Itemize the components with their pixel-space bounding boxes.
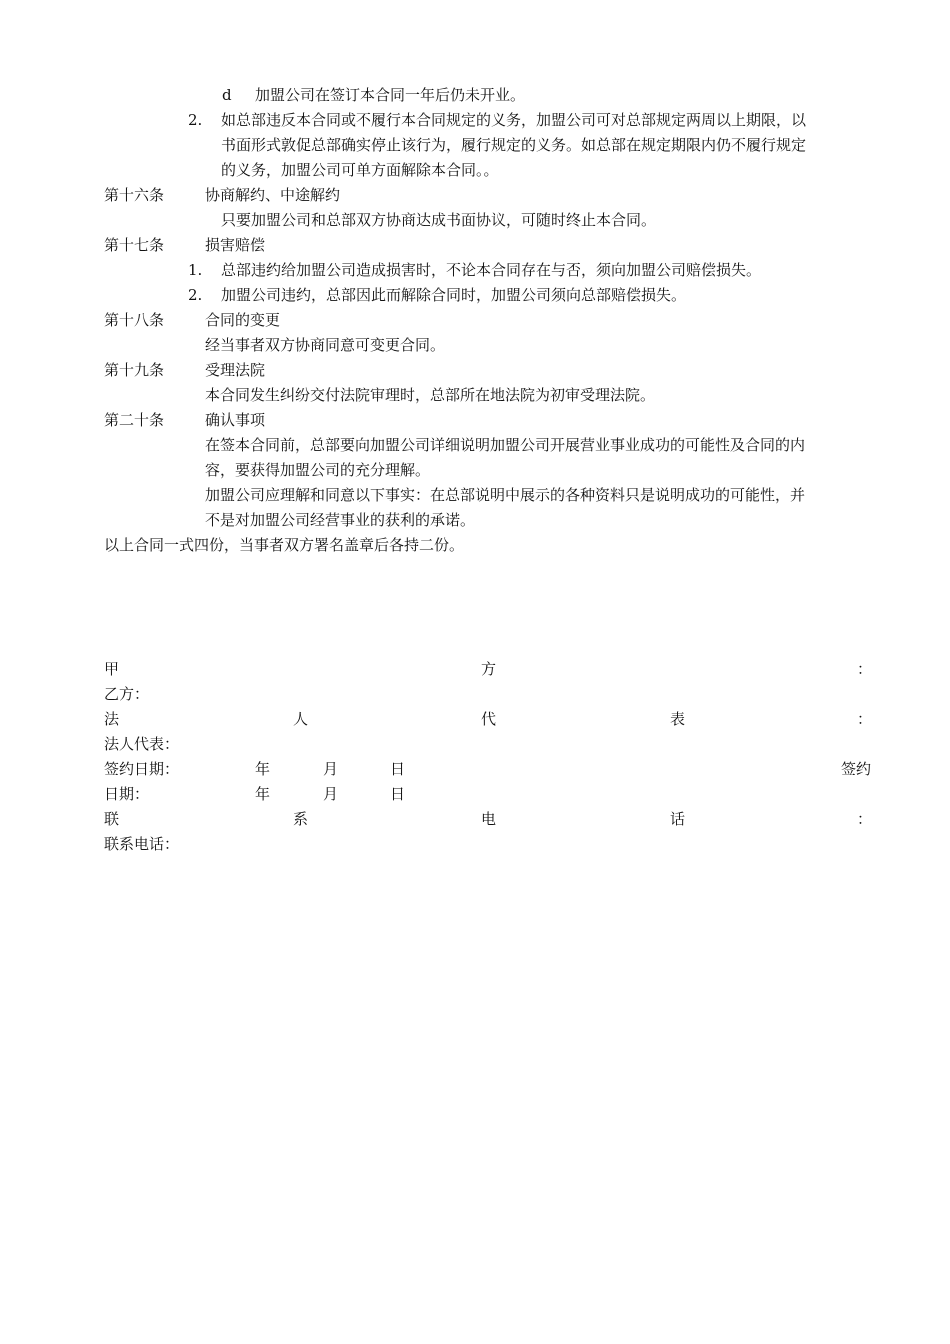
sign-date-a-year: 年	[255, 760, 271, 778]
article-20-para2-line2: 不是对加盟公司经营事业的获利的承诺。	[205, 511, 476, 529]
party-b-label: 乙方：	[104, 685, 150, 703]
signature-phone-a-row	[104, 807, 874, 832]
article-17-item1-text: 总部违约给加盟公司造成损害时，不论本合同存在与否，须向加盟公司赔偿损失。	[221, 261, 762, 279]
sign-date-a-month: 月	[323, 760, 339, 778]
article-18-body: 经当事者双方协商同意可变更合同。	[205, 336, 446, 354]
signature-phone-b-row	[104, 832, 874, 857]
phone-a-char-3: 电	[481, 810, 497, 828]
article-17-item2-text: 加盟公司违约，总部因此而解除合同时，加盟公司须向总部赔偿损失。	[221, 286, 687, 304]
article-19-body: 本合同发生纠纷交付法院审理时，总部所在地法院为初审受理法院。	[205, 386, 656, 404]
sign-date-b-month: 月	[323, 785, 339, 803]
legal-rep-a-colon: ：	[857, 710, 873, 728]
phone-a-char-2: 系	[293, 810, 309, 828]
phone-b-label: 联系电话：	[104, 835, 180, 853]
article-20-para1-line1: 在签本合同前，总部要向加盟公司详细说明加盟公司开展营业事业成功的可能性及合同的内	[205, 436, 806, 454]
article-20-para2-line1: 加盟公司应理解和同意以下事实：在总部说明中展示的各种资料只是说明成功的可能性，并	[205, 486, 806, 504]
sign-date-b-label-part1: 签约	[841, 760, 872, 778]
party-a-char-1: 甲	[104, 660, 120, 678]
article-17-title: 损害赔偿	[205, 236, 266, 254]
signature-legal-rep-b-row	[104, 732, 874, 757]
article-19-title: 受理法院	[205, 361, 266, 379]
phone-a-char-1: 联	[104, 810, 120, 828]
legal-rep-a-char-2: 人	[293, 710, 309, 728]
article-19-number: 第十九条	[104, 361, 165, 379]
article-18-title: 合同的变更	[205, 311, 281, 329]
item-2-number: 2.	[188, 111, 203, 129]
article-16-body: 只要加盟公司和总部双方协商达成书面协议，可随时终止本合同。	[221, 211, 657, 229]
item-2-text-line2: 书面形式敦促总部确实停止该行为，履行规定的义务。如总部在规定期限内仍不履行规定	[221, 136, 807, 154]
article-20-para1-line2: 容，要获得加盟公司的充分理解。	[205, 461, 431, 479]
item-2-text-line3: 的义务，加盟公司可单方面解除本合同。。	[221, 161, 499, 179]
article-20-number: 第二十条	[104, 411, 165, 429]
article-16-number: 第十六条	[104, 186, 165, 204]
signature-date-a-row	[104, 757, 874, 782]
item-d-marker: d	[222, 86, 232, 104]
article-16-title: 协商解约、中途解约	[205, 186, 341, 204]
article-17-item1-number: 1.	[188, 261, 203, 279]
phone-a-colon: ：	[857, 810, 873, 828]
sign-date-a-day: 日	[390, 760, 406, 778]
item-d-text: 加盟公司在签订本合同一年后仍未开业。	[255, 86, 526, 104]
closing-statement: 以上合同一式四份，当事者双方署名盖章后各持二份。	[104, 536, 465, 554]
signature-party-a-row	[104, 657, 874, 682]
party-a-colon: ：	[857, 660, 873, 678]
legal-rep-a-char-3: 代	[481, 710, 497, 728]
article-17-number: 第十七条	[104, 236, 165, 254]
legal-rep-a-char-4: 表	[670, 710, 686, 728]
legal-rep-a-char-1: 法	[104, 710, 120, 728]
party-a-char-2: 方	[481, 660, 497, 678]
sign-date-a-label: 签约日期：	[104, 760, 180, 778]
sign-date-b-label-part2: 日期：	[104, 785, 150, 803]
item-2-text-line1: 如总部违反本合同或不履行本合同规定的义务，加盟公司可对总部规定两周以上期限，以	[221, 111, 807, 129]
sign-date-b-day: 日	[390, 785, 406, 803]
phone-a-char-4: 话	[670, 810, 686, 828]
signature-party-b-row	[104, 682, 874, 707]
signature-date-b-row	[104, 782, 874, 807]
article-17-item2-number: 2.	[188, 286, 203, 304]
article-18-number: 第十八条	[104, 311, 165, 329]
sign-date-b-year: 年	[255, 785, 271, 803]
article-20-title: 确认事项	[205, 411, 266, 429]
signature-legal-rep-a-row	[104, 707, 874, 732]
legal-rep-b-label: 法人代表：	[104, 735, 180, 753]
